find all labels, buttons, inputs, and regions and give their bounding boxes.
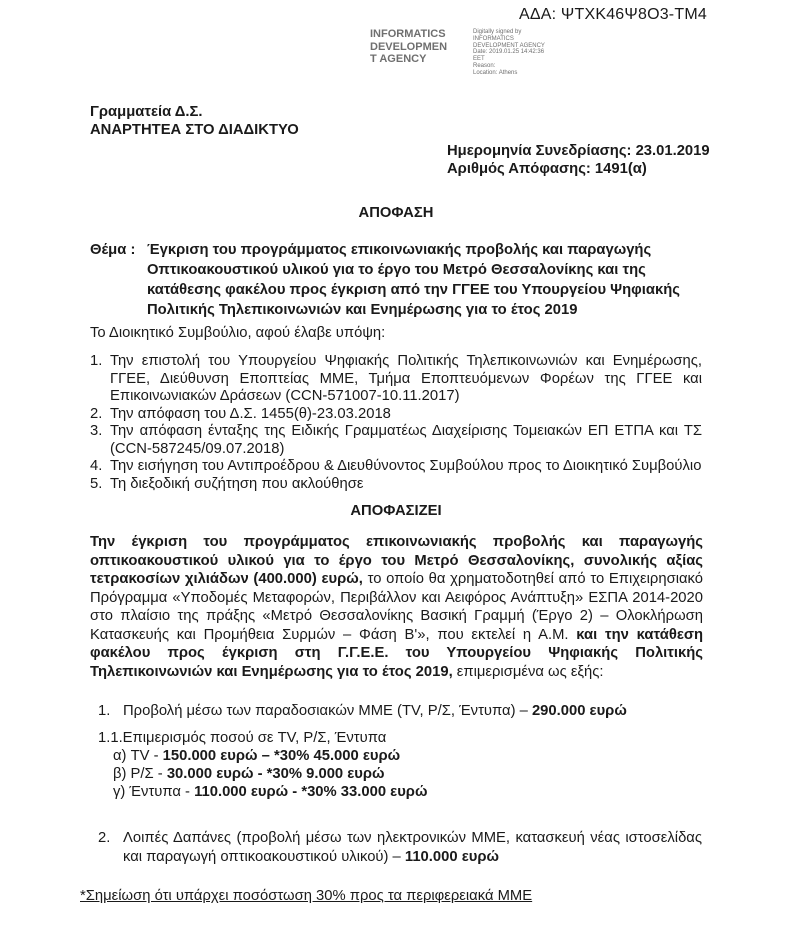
allocation-item-description: Λοιπές Δαπάνες (προβολή μέσω των ηλεκτρονικών ΜΜΕ, κατασκευή νέας ιστοσελίδας και παραγωγή οπτικοακουστικού υλικού) – bbox=[123, 830, 702, 865]
decision-number-line: Αριθμός Απόφασης: 1491(α) bbox=[447, 161, 647, 177]
signature-agency-name-line: T AGENCY bbox=[370, 53, 427, 65]
allocation-item-amount: 110.000 ευρώ bbox=[404, 848, 499, 865]
decides-heading: ΑΠΟΦΑΣΙΖΕΙ bbox=[350, 503, 442, 519]
secretariat-line: Γραμματεία Δ.Σ. bbox=[90, 104, 203, 120]
subject-line: Οπτικοακουστικού υλικού για το έργο του Μετρό Θεσσαλονίκης και της bbox=[147, 262, 646, 278]
footnote: *Σημείωση ότι υπάρχει ποσόστωση 30% προς τα περιφερειακά ΜΜΕ bbox=[80, 888, 533, 904]
allocation-item-amount: 290.000 ευρώ bbox=[531, 703, 627, 719]
breakdown-item-tv bbox=[113, 747, 427, 765]
consideration-number: 4. bbox=[90, 458, 103, 474]
consideration-item bbox=[90, 353, 702, 406]
consideration-text: Την επιστολή του Υπουργείου Ψηφιακής Πολιτικής Τηλεπικοινωνιών και Ενημέρωσης, ΓΓΕΕ, Διεύθυνση Εποπτείας ΜΜΕ, Τμήμα Εποπτευόμενων Φορέων της ΓΓΕΕ και Επικοινωνιακών Δράσεων (CCN-571007-10.11.2017) bbox=[110, 353, 702, 404]
signature-agency-name-line: INFORMATICS bbox=[370, 28, 446, 40]
signature-detail-line: Reason: bbox=[473, 62, 496, 69]
consideration-text: Τη διεξοδική συζήτηση που ακλούθησε bbox=[110, 475, 364, 492]
meeting-date-line: Ημερομηνία Συνεδρίασης: 23.01.2019 bbox=[447, 143, 710, 159]
allocation-item-1 bbox=[98, 703, 702, 719]
subject-label: Θέμα : bbox=[90, 242, 136, 258]
operative-bold-segment: Την έγκριση του προγράμματος επικοινωνιακής προβολής και παραγωγής οπτικοακουστικού υλικού για το έργο του Μετρό Θεσσαλονίκης, συνολικής αξίας τετρακοσίων χιλιάδων (400.000) ευρώ, bbox=[90, 534, 703, 587]
consideration-item bbox=[90, 423, 702, 458]
operative-regular-segment: το οποίο θα χρηματοδοτηθεί από το Επιχειρησιακό Πρόγραμμα «Υποδομές Μεταφορών, Περιβάλλον και Αειφόρος Ανάπτυξη» ΕΣΠΑ 2014-2020 στο πλαίσιο της πράξης «Μετρό Θεσσαλονίκης Βασική Γραμμή (Έργο 2) – Ολοκλήρωση Κατασκευής και Προμήθεια Συρμών – Φάση Β'», που εκτελεί η Α.Μ. bbox=[90, 571, 703, 643]
breakdown-item-print bbox=[113, 783, 427, 801]
signature-details bbox=[473, 28, 545, 77]
ada-code: ΑΔΑ: ΨΤΧΚ46Ψ8Ο3-ΤΜ4 bbox=[519, 6, 707, 23]
breakdown-item-prefix: β) Ρ/Σ - bbox=[113, 766, 167, 782]
allocation-item-text bbox=[123, 829, 702, 866]
breakdown-item-prefix: γ) Έντυπα - bbox=[113, 784, 195, 800]
breakdown-heading: 1.1.Επιμερισμός ποσού σε TV, Ρ/Σ, Έντυπα bbox=[98, 730, 387, 746]
allocation-breakdown bbox=[98, 729, 427, 801]
subject-text bbox=[147, 240, 680, 320]
consideration-number: 2. bbox=[90, 405, 103, 422]
subject-line: Έγκριση του προγράμματος επικοινωνιακής προβολής και παραγωγής bbox=[147, 242, 652, 258]
consideration-number: 1. bbox=[90, 353, 103, 369]
signature-detail-line: Date: 2019.01.25 14:42:36 bbox=[473, 49, 545, 56]
header-left bbox=[90, 104, 299, 139]
operative-paragraph bbox=[90, 533, 703, 681]
consideration-number: 5. bbox=[90, 475, 103, 492]
operative-regular-segment: επιμερισμένα ως εξής: bbox=[452, 663, 604, 680]
subject-line: Πολιτικής Τηλεπικοινωνιών και Ενημέρωσης για το έτος 2019 bbox=[147, 302, 578, 318]
consideration-text: Την εισήγηση του Αντιπροέδρου & Διευθύνοντος Συμβούλου προς το Διοικητικό Συμβούλιο bbox=[110, 458, 702, 474]
signature-detail-line: EET bbox=[473, 56, 485, 63]
operative-bold-segment: και την κατάθεση φακέλου προς έγκριση στη Γ.Γ.Ε.Ε. του Υπουργείου Ψηφιακής Πολιτικής Τηλεπικοινωνιών και Ενημέρωσης για το έτος 2019, bbox=[90, 626, 704, 680]
breakdown-item-prefix: α) TV - bbox=[113, 748, 163, 764]
signature-detail-line: Location: Athens bbox=[473, 69, 518, 76]
signature-agency-name bbox=[370, 28, 466, 66]
consideration-text: Την απόφαση του Δ.Σ. 1455(θ)-23.03.2018 bbox=[110, 405, 391, 422]
breakdown-item-radio bbox=[113, 765, 427, 783]
signature-detail-line: Digitally signed by bbox=[473, 29, 522, 35]
digital-signature-stamp bbox=[370, 28, 545, 77]
consideration-item bbox=[90, 476, 702, 494]
allocation-item-number: 1. bbox=[98, 703, 111, 719]
considerations-list bbox=[90, 353, 702, 493]
consideration-text: Την απόφαση ένταξης της Ειδικής Γραμματέως Διαχείρισης Τομειακών ΕΠ ΕΤΠΑ και ΤΣ (CCN-587245/09.07.2018) bbox=[110, 423, 702, 457]
header-right bbox=[447, 142, 710, 178]
allocation-item-number: 2. bbox=[98, 830, 111, 846]
decision-heading: ΑΠΟΦΑΣΗ bbox=[358, 205, 434, 221]
allocation-item-description: Προβολή μέσω των παραδοσιακών ΜΜΕ (TV, Ρ/Σ, Έντυπα) – bbox=[123, 703, 532, 719]
signature-agency-name-line: DEVELOPMEN bbox=[370, 40, 448, 53]
subject-block bbox=[90, 240, 680, 320]
allocation-item-2 bbox=[98, 829, 702, 866]
consideration-number: 3. bbox=[90, 423, 103, 439]
intro-line: Το Διοικητικό Συμβούλιο, αφού έλαβε υπόψη: bbox=[90, 325, 386, 341]
breakdown-item-amount: 150.000 ευρώ – *30% 45.000 ευρώ bbox=[162, 748, 401, 764]
breakdown-item-amount: 30.000 ευρώ - *30% 9.000 ευρώ bbox=[166, 766, 385, 782]
signature-detail-line: INFORMATICS bbox=[473, 35, 514, 42]
breakdown-item-amount: 110.000 ευρώ - *30% 33.000 ευρώ bbox=[194, 784, 428, 800]
consideration-item bbox=[90, 458, 702, 476]
signature-detail-line: DEVELOPMENT AGENCY bbox=[473, 42, 545, 49]
allocation-item-text bbox=[123, 703, 702, 719]
subject-line: κατάθεσης φακέλου προς έγκριση από την ΓΓΕΕ του Υπουργείου Ψηφιακής bbox=[147, 282, 680, 298]
internet-posting-line: ΑΝΑΡΤΗΤΕΑ ΣΤΟ ΔΙΑΔΙΚΤΥΟ bbox=[90, 121, 299, 138]
consideration-item bbox=[90, 406, 702, 424]
